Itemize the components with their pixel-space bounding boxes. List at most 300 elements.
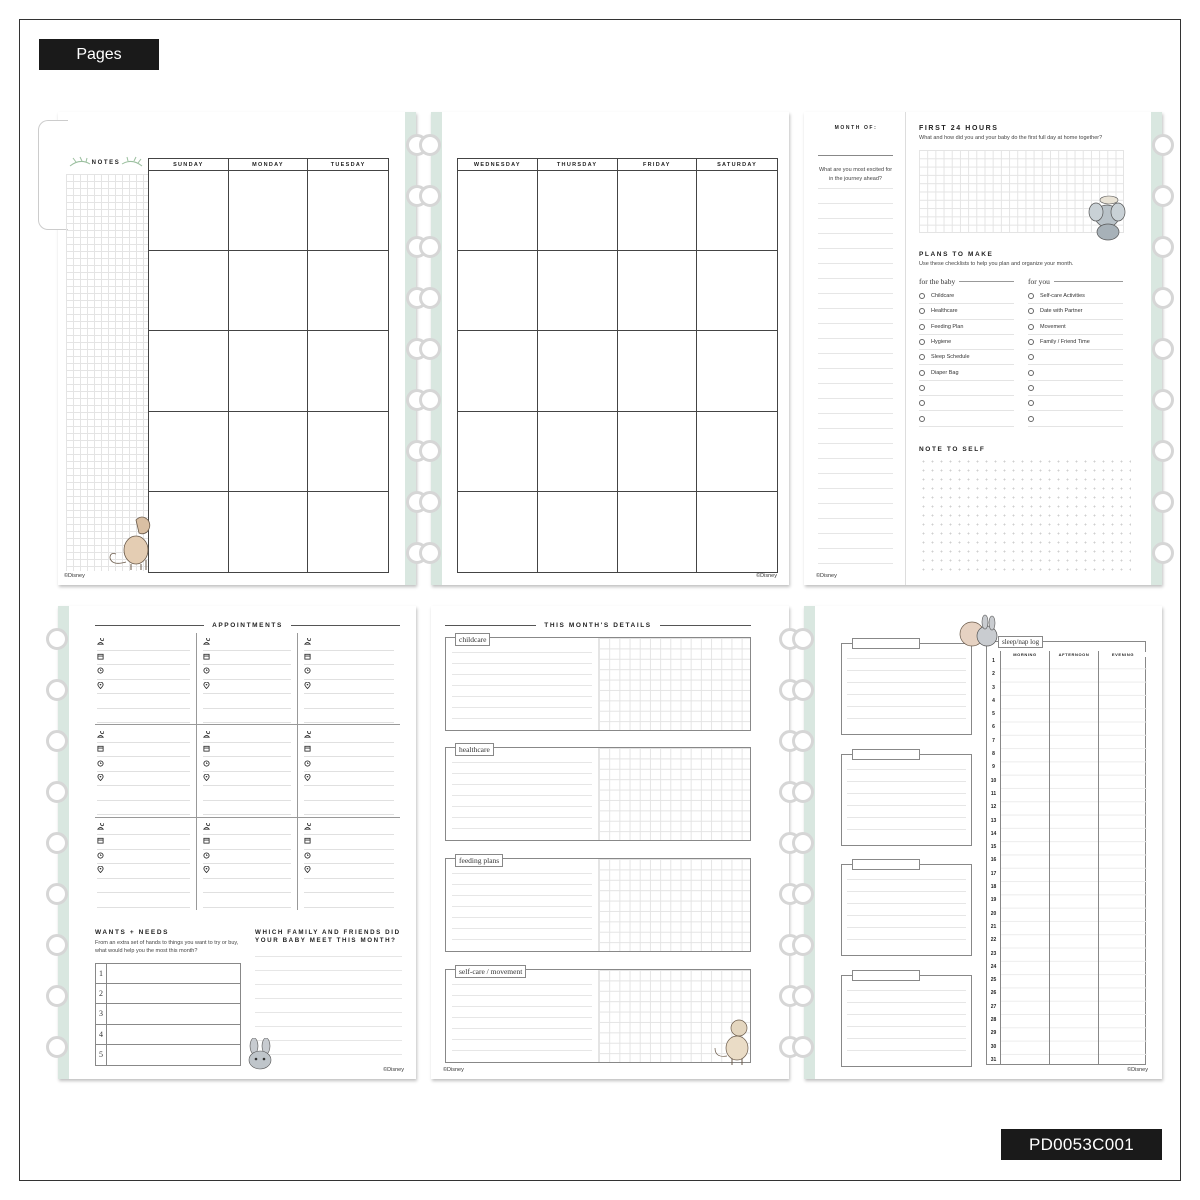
sleep-log-day-number: 23 xyxy=(990,950,997,957)
sleep-log-day-number: 24 xyxy=(990,963,997,970)
note-box[interactable] xyxy=(841,754,972,846)
sleep-log-day-number: 5 xyxy=(992,711,995,718)
sleep-log-day-number: 7 xyxy=(992,737,995,744)
checkbox-circle[interactable] xyxy=(919,370,925,376)
checkbox-circle[interactable] xyxy=(1028,370,1034,376)
sleep-log-day-number: 27 xyxy=(990,1003,997,1010)
clock-icon xyxy=(304,667,311,676)
binder-ring xyxy=(46,934,68,956)
checklist-item[interactable] xyxy=(919,289,1014,304)
appointment-note-line[interactable] xyxy=(203,893,292,908)
appointment-note-line[interactable] xyxy=(304,709,394,724)
appointments-header xyxy=(95,622,400,629)
checklist-item[interactable] xyxy=(919,381,1014,396)
appointment-field[interactable] xyxy=(97,821,190,836)
binder-ring xyxy=(792,985,814,1007)
sleep-log-column[interactable] xyxy=(1098,651,1147,1065)
wants-needs-row[interactable] xyxy=(96,984,240,1004)
calendar-day-cell[interactable] xyxy=(538,171,618,251)
sleep-log-day-number: 3 xyxy=(992,684,995,691)
binder-ring xyxy=(419,542,441,564)
appointment-note-line[interactable] xyxy=(97,801,190,816)
plans-title: PLANS TO MAKE xyxy=(919,251,994,258)
appointment-field[interactable] xyxy=(203,772,292,787)
calendar-day-cell[interactable] xyxy=(618,331,698,411)
note-to-self-dots[interactable] xyxy=(919,457,1131,572)
sleep-log-day-number: 16 xyxy=(990,857,997,864)
binder-ring xyxy=(419,389,441,411)
appointment-note-line[interactable] xyxy=(304,786,394,801)
appointment-field[interactable] xyxy=(304,821,394,836)
details-page xyxy=(431,606,789,1079)
binder-ring xyxy=(1152,287,1174,309)
appointment-field[interactable] xyxy=(203,835,292,850)
checkbox-circle[interactable] xyxy=(919,308,925,314)
wants-needs-title: WANTS + NEEDS xyxy=(95,929,170,936)
sleep-log-day-number: 29 xyxy=(990,1030,997,1037)
calendar-day-cell[interactable] xyxy=(697,251,777,331)
checkbox-circle[interactable] xyxy=(1028,385,1034,391)
calendar-day-cell[interactable] xyxy=(229,412,309,492)
binder-ring xyxy=(46,781,68,803)
binder-ring xyxy=(46,832,68,854)
wants-needs-row[interactable] xyxy=(96,964,240,984)
checklist-label: Childcare xyxy=(931,293,955,300)
checklist-item[interactable] xyxy=(919,411,1014,426)
sleep-log-column[interactable] xyxy=(1049,651,1098,1065)
location-pin-icon xyxy=(304,682,311,691)
appointment-note-line[interactable] xyxy=(304,879,394,894)
calendar-day-cell[interactable] xyxy=(149,412,229,492)
sleep-log-day-number: 4 xyxy=(992,697,995,704)
person-icon xyxy=(203,638,210,647)
checklist-item[interactable] xyxy=(1028,335,1123,350)
calendar-day-cell[interactable] xyxy=(149,331,229,411)
appointment-note-line[interactable] xyxy=(203,694,292,709)
checklist-label: Diaper Bag xyxy=(931,369,959,376)
appointment-note-line[interactable] xyxy=(304,893,394,908)
baby-checklist xyxy=(919,289,1014,427)
day-header: THURSDAY xyxy=(538,159,618,171)
appointment-field[interactable] xyxy=(304,680,394,695)
calendar-icon xyxy=(304,653,311,662)
sku-badge: PD0053C001 xyxy=(1001,1129,1162,1160)
binder-ring xyxy=(1152,338,1174,360)
checklist-item[interactable] xyxy=(1028,320,1123,335)
location-pin-icon xyxy=(97,774,104,783)
excited-prompt: What are you most excited for in the journey ahead? xyxy=(818,167,893,182)
location-pin-icon xyxy=(304,774,311,783)
binder-ring xyxy=(1152,542,1174,564)
calendar-day-cell[interactable] xyxy=(697,492,777,572)
for-you-heading xyxy=(1028,277,1123,286)
column-divider xyxy=(905,112,906,585)
appointment-note-line[interactable] xyxy=(203,801,292,816)
checklist-item[interactable] xyxy=(1028,381,1123,396)
appointment-slot[interactable] xyxy=(95,818,197,910)
checkbox-circle[interactable] xyxy=(919,416,925,422)
note-box-lines xyxy=(847,879,966,951)
checklist-label: Hygiene xyxy=(931,339,952,346)
month-of-field[interactable] xyxy=(818,155,893,156)
family-friends-title: WHICH FAMILY AND FRIENDS DID YOUR BABY MEET THIS MONTH? xyxy=(255,929,401,944)
checkbox-circle[interactable] xyxy=(1028,339,1034,345)
checklist-label: Movement xyxy=(1040,323,1066,330)
person-icon xyxy=(203,731,210,740)
wants-needs-subtitle: From an extra set of hands to things you want to try or buy, what would help you the most this month? xyxy=(95,940,239,954)
checkbox-circle[interactable] xyxy=(919,354,925,360)
checkbox-circle[interactable] xyxy=(1028,416,1034,422)
plans-subtitle: Use these checklists to help you plan and organize your month. xyxy=(919,261,1074,267)
appointment-field[interactable] xyxy=(304,850,394,865)
details-section-label: healthcare xyxy=(455,743,494,756)
person-icon xyxy=(203,823,210,832)
note-box-label-tab xyxy=(852,749,920,760)
appointment-field[interactable] xyxy=(203,821,292,836)
sleep-log-day-number: 6 xyxy=(992,724,995,731)
appointment-note-line[interactable] xyxy=(203,786,292,801)
checkbox-circle[interactable] xyxy=(919,293,925,299)
checkbox-circle[interactable] xyxy=(919,400,925,406)
binder-ring xyxy=(792,1036,814,1058)
appointment-field[interactable] xyxy=(304,743,394,758)
checklist-item[interactable] xyxy=(919,320,1014,335)
sleep-log-day-number: 13 xyxy=(990,817,997,824)
leaf-decoration xyxy=(66,156,146,174)
calendar-day-cell[interactable] xyxy=(229,331,309,411)
details-header xyxy=(445,622,751,629)
appointment-slot[interactable] xyxy=(298,633,400,725)
appointment-field[interactable] xyxy=(203,757,292,772)
calendar-day-cell[interactable] xyxy=(308,412,388,492)
sleep-log-day-number: 22 xyxy=(990,937,997,944)
sleep-log-day-number: 31 xyxy=(990,1056,997,1063)
checklist-item[interactable] xyxy=(1028,396,1123,411)
note-box[interactable] xyxy=(841,643,972,735)
sleep-log-day-number: 8 xyxy=(992,751,995,758)
calendar-day-cell[interactable] xyxy=(229,492,309,572)
checklist-item[interactable] xyxy=(919,335,1014,350)
appointment-note-line[interactable] xyxy=(97,893,190,908)
pages-badge: Pages xyxy=(39,39,159,70)
you-checklist xyxy=(1028,289,1123,427)
checklist-item[interactable] xyxy=(919,396,1014,411)
calendar-day-cell[interactable] xyxy=(458,251,538,331)
wants-needs-row[interactable] xyxy=(96,1004,240,1024)
binder-ring xyxy=(792,934,814,956)
calendar-day-cell[interactable] xyxy=(149,251,229,331)
checklist-item[interactable] xyxy=(1028,289,1123,304)
appointment-note-line[interactable] xyxy=(97,786,190,801)
note-box[interactable] xyxy=(841,864,972,956)
appointment-note-line[interactable] xyxy=(97,879,190,894)
calendar-day-cell[interactable] xyxy=(308,251,388,331)
appointment-field[interactable] xyxy=(97,680,190,695)
sleep-log-day-number: 9 xyxy=(992,764,995,771)
checklist-label: Self-care Activities xyxy=(1040,293,1085,300)
binder-ring xyxy=(46,985,68,1007)
excited-lines[interactable] xyxy=(818,188,893,572)
calendar-day-cell[interactable] xyxy=(458,171,538,251)
calendar-day-cell[interactable] xyxy=(538,412,618,492)
calendar-left xyxy=(148,158,389,573)
checklist-label: Date with Partner xyxy=(1040,308,1083,315)
binder-ring xyxy=(792,730,814,752)
calendar-day-cell[interactable] xyxy=(458,331,538,411)
binder-ring xyxy=(46,730,68,752)
calendar-icon xyxy=(203,745,210,754)
dumbo-icon xyxy=(1087,194,1129,242)
binder-ring xyxy=(419,236,441,258)
checklist-item[interactable] xyxy=(1028,304,1123,319)
binder-ring xyxy=(792,883,814,905)
appointment-field[interactable] xyxy=(304,665,394,680)
details-grid[interactable] xyxy=(598,859,750,951)
appointment-field[interactable] xyxy=(203,728,292,743)
appointment-field[interactable] xyxy=(304,772,394,787)
copyright-text: ©Disney xyxy=(443,1067,464,1073)
wants-needs-number: 1 xyxy=(96,964,107,983)
sleep-log-day-number: 14 xyxy=(990,830,997,837)
location-pin-icon xyxy=(97,866,104,875)
day-header: TUESDAY xyxy=(308,159,388,171)
note-box-lines xyxy=(847,658,966,730)
checklist-item[interactable] xyxy=(919,365,1014,380)
clock-icon xyxy=(97,667,104,676)
binder-ring xyxy=(46,1036,68,1058)
details-section-label: childcare xyxy=(455,633,490,646)
appointment-slot[interactable] xyxy=(95,633,197,725)
sleep-log-columns xyxy=(1000,651,1146,1065)
clock-icon xyxy=(97,852,104,861)
calendar-icon xyxy=(97,745,104,754)
note-box-lines xyxy=(847,769,966,841)
appointment-slot[interactable] xyxy=(298,725,400,817)
appointment-slot[interactable] xyxy=(197,818,299,910)
appointment-field[interactable] xyxy=(203,850,292,865)
calendar-day-cell[interactable] xyxy=(618,412,698,492)
appointment-note-line[interactable] xyxy=(97,694,190,709)
calendar-day-cell[interactable] xyxy=(618,492,698,572)
sleep-log-day-number: 28 xyxy=(990,1017,997,1024)
day-header: SUNDAY xyxy=(149,159,229,171)
calendar-day-cell[interactable] xyxy=(308,331,388,411)
checkbox-circle[interactable] xyxy=(1028,324,1034,330)
calendar-day-cell[interactable] xyxy=(458,492,538,572)
note-box-label-tab xyxy=(852,638,920,649)
wants-needs-row[interactable] xyxy=(96,1025,240,1045)
calendar-day-cell[interactable] xyxy=(229,171,309,251)
first-24-title: FIRST 24 HOURS xyxy=(919,125,999,132)
appointment-note-line[interactable] xyxy=(203,879,292,894)
details-lines[interactable] xyxy=(452,984,592,1060)
checklist-item[interactable] xyxy=(1028,350,1123,365)
appointment-field[interactable] xyxy=(203,743,292,758)
calendar-day-cell[interactable] xyxy=(697,331,777,411)
wants-needs-number: 5 xyxy=(96,1045,107,1065)
binder-ring xyxy=(46,679,68,701)
note-box-label-tab xyxy=(852,859,920,870)
appointment-field[interactable] xyxy=(304,835,394,850)
appointment-field[interactable] xyxy=(97,772,190,787)
appointments-page xyxy=(58,606,416,1079)
sleep-log-days xyxy=(987,655,1000,1067)
copyright-text: ©Disney xyxy=(64,573,85,579)
person-icon xyxy=(97,638,104,647)
calendar-day-cell[interactable] xyxy=(308,171,388,251)
checkbox-circle[interactable] xyxy=(919,324,925,330)
copyright-text: ©Disney xyxy=(756,573,777,579)
sleep-log-day-number: 11 xyxy=(990,790,997,797)
binder-ring xyxy=(1152,185,1174,207)
notes-heading: NOTES xyxy=(91,160,121,166)
appointment-field[interactable] xyxy=(304,864,394,879)
clock-icon xyxy=(304,852,311,861)
appointment-field[interactable] xyxy=(203,864,292,879)
location-pin-icon xyxy=(203,866,210,875)
details-lines[interactable] xyxy=(452,762,592,838)
for-the-baby-heading xyxy=(919,277,1014,286)
person-icon xyxy=(304,823,311,832)
person-icon xyxy=(304,638,311,647)
sleep-log-column-header: AFTERNOON xyxy=(1050,652,1098,657)
for-the-baby-label: for the baby xyxy=(919,277,956,286)
copyright-text: ©Disney xyxy=(383,1067,404,1073)
calendar-day-cell[interactable] xyxy=(538,251,618,331)
calendar-day-cell[interactable] xyxy=(538,331,618,411)
copyright-text: ©Disney xyxy=(1127,1067,1148,1073)
appointment-slot[interactable] xyxy=(197,725,299,817)
details-section-label: self-care / movement xyxy=(455,965,526,978)
appointment-field[interactable] xyxy=(203,680,292,695)
copyright-text: ©Disney xyxy=(816,573,837,579)
sleep-log-day-number: 21 xyxy=(990,923,997,930)
appointment-field[interactable] xyxy=(97,636,190,651)
day-header: MONDAY xyxy=(229,159,309,171)
checkbox-circle[interactable] xyxy=(1028,308,1034,314)
sleep-log-day-number: 2 xyxy=(992,671,995,678)
appointment-note-line[interactable] xyxy=(203,709,292,724)
checkbox-circle[interactable] xyxy=(1028,354,1034,360)
appointment-slot[interactable] xyxy=(298,818,400,910)
details-lines[interactable] xyxy=(452,873,592,949)
clock-icon xyxy=(203,852,210,861)
appointment-field[interactable] xyxy=(304,757,394,772)
checkbox-circle[interactable] xyxy=(919,339,925,345)
appointment-field[interactable] xyxy=(97,850,190,865)
clock-icon xyxy=(304,760,311,769)
page-tab xyxy=(38,120,68,230)
sleep-log-day-number: 30 xyxy=(990,1043,997,1050)
person-icon xyxy=(97,823,104,832)
monthly-left-page xyxy=(58,112,416,585)
appointment-field[interactable] xyxy=(203,651,292,666)
for-you-label: for you xyxy=(1028,277,1050,286)
binder-ring xyxy=(1152,134,1174,156)
details-grid[interactable] xyxy=(598,748,750,840)
calendar-icon xyxy=(203,837,210,846)
calendar-day-cell[interactable] xyxy=(618,171,698,251)
calendar-day-cell[interactable] xyxy=(697,412,777,492)
appointment-field[interactable] xyxy=(97,743,190,758)
note-box[interactable] xyxy=(841,975,972,1067)
checklist-item[interactable] xyxy=(1028,411,1123,426)
appointment-slot[interactable] xyxy=(197,633,299,725)
sleep-log-title: sleep/nap log xyxy=(998,636,1043,648)
calendar-day-cell[interactable] xyxy=(229,251,309,331)
checklist-label: Sleep Schedule xyxy=(931,354,970,361)
binder-ring xyxy=(792,628,814,650)
binder-ring xyxy=(419,491,441,513)
appointment-note-line[interactable] xyxy=(304,801,394,816)
appointment-field[interactable] xyxy=(97,757,190,772)
appointment-field[interactable] xyxy=(97,835,190,850)
binder-ring xyxy=(419,338,441,360)
appointment-note-line[interactable] xyxy=(304,694,394,709)
checklist-item[interactable] xyxy=(1028,365,1123,380)
binder-ring xyxy=(419,440,441,462)
details-grid[interactable] xyxy=(598,638,750,730)
binder-ring xyxy=(1152,389,1174,411)
calendar-day-cell[interactable] xyxy=(308,492,388,572)
sleep-log-column[interactable] xyxy=(1000,651,1049,1065)
appointment-field[interactable] xyxy=(97,665,190,680)
checklist-label: Feeding Plan xyxy=(931,323,964,330)
calendar-day-cell[interactable] xyxy=(149,171,229,251)
clock-icon xyxy=(203,760,210,769)
appointment-field[interactable] xyxy=(203,665,292,680)
checklist-item[interactable] xyxy=(919,350,1014,365)
binder-ring xyxy=(419,287,441,309)
location-pin-icon xyxy=(304,866,311,875)
day-header: WEDNESDAY xyxy=(458,159,538,171)
calendar-day-cell[interactable] xyxy=(538,492,618,572)
appointment-field[interactable] xyxy=(304,728,394,743)
wants-needs-list xyxy=(95,963,241,1066)
family-friends-lines[interactable] xyxy=(255,956,402,1066)
checklist-label: Healthcare xyxy=(931,308,958,315)
details-lines[interactable] xyxy=(452,652,592,728)
wants-needs-number: 4 xyxy=(96,1025,107,1044)
appointment-field[interactable] xyxy=(203,636,292,651)
calendar-day-cell[interactable] xyxy=(697,171,777,251)
checkbox-circle[interactable] xyxy=(1028,400,1034,406)
clock-icon xyxy=(203,667,210,676)
appointment-field[interactable] xyxy=(304,636,394,651)
appointment-field[interactable] xyxy=(97,728,190,743)
checkbox-circle[interactable] xyxy=(1028,293,1034,299)
appointment-field[interactable] xyxy=(97,651,190,666)
sleep-log-column-header: MORNING xyxy=(1001,652,1049,657)
wants-needs-row[interactable] xyxy=(96,1045,240,1065)
calendar-day-cell[interactable] xyxy=(618,251,698,331)
checklist-item[interactable] xyxy=(919,304,1014,319)
location-pin-icon xyxy=(97,682,104,691)
appointment-slot[interactable] xyxy=(95,725,197,817)
checkbox-circle[interactable] xyxy=(919,385,925,391)
sleep-log-day-number: 1 xyxy=(992,658,995,664)
calendar-day-cell[interactable] xyxy=(458,412,538,492)
appointment-field[interactable] xyxy=(304,651,394,666)
details-section-label: feeding plans xyxy=(455,854,503,867)
sleep-log-column-header: EVENING xyxy=(1099,652,1147,657)
appointment-note-line[interactable] xyxy=(97,709,190,724)
appointment-field[interactable] xyxy=(97,864,190,879)
sleep-log-day-number: 15 xyxy=(990,844,997,851)
binder-ring xyxy=(46,883,68,905)
binder-ring xyxy=(1152,440,1174,462)
calendar-icon xyxy=(203,653,210,662)
